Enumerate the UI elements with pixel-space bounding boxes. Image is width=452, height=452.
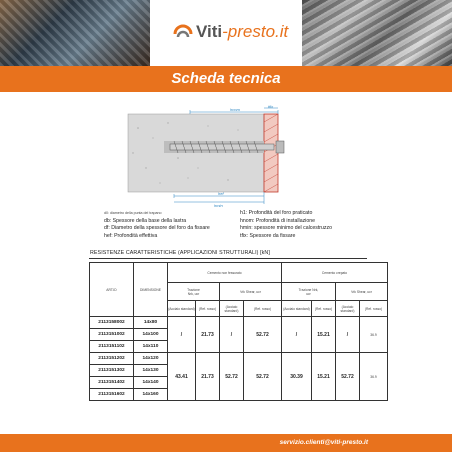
hmin-label: hmin [214,203,223,208]
value-cell: 52.72 [220,353,244,401]
value-cell: 43.41 [168,353,196,401]
logo-mark-icon [172,22,194,44]
title-banner [0,66,452,92]
legend-item: hef: Profondità effettiva [104,232,158,239]
footer-email-link[interactable]: servizio.clienti@viti-presto.it [279,439,368,446]
resistance-table [89,262,388,401]
value-cell: 36.9 [360,317,388,353]
subheader: (Acciaio standard) [282,301,312,317]
article-code: 2113151202 [90,353,134,365]
subheader: (Ref. rosso) [196,301,220,317]
tfix-label: tfix [268,104,274,109]
value-cell: 52.72 [244,353,282,401]
installation-diagram [118,104,288,208]
value-cell: 36.9 [360,353,388,401]
tools-photo [0,0,150,66]
article-code: 2113158002 [90,317,134,329]
logo [150,0,302,66]
header [0,0,452,66]
value-cell: / [220,317,244,353]
subheader: (Acciaio standard) [168,301,196,317]
article-code: 2113151302 [90,365,134,377]
hnom-label: hnom [230,107,241,112]
article-code: 2113151602 [90,389,134,401]
value-cell: 21.73 [196,353,220,401]
dimension: 14x160 [134,389,168,401]
table-row [90,317,388,329]
dimension: 14x100 [134,329,168,341]
legend-item: df: Diametro della spessore del foro da fissare [104,225,210,232]
page-title: Scheda tecnica [171,70,281,87]
legend-item: db: Spessore della base della lastra [104,217,187,224]
article-code: 2113151002 [90,329,134,341]
header-tension-cracked: Trazione Nrk, ucr [282,283,336,301]
value-cell: 15.21 [312,317,336,353]
value-cell: 52.72 [244,317,282,353]
article-code: 2113151102 [90,341,134,353]
table-row [90,353,388,365]
subheader: (Acciaio standard) [336,301,360,317]
value-cell: 52.72 [336,353,360,401]
dimension: 14x110 [134,341,168,353]
legend-item: d0: diametro della punta del trapano [104,211,162,215]
header-dimension: DIMENSIONE [134,263,168,317]
article-code: 2113151402 [90,377,134,389]
value-cell: / [168,317,196,353]
header-code: ART.ID [90,263,134,317]
logo-text: Viti-presto.it [196,22,289,41]
section-divider [89,258,367,259]
value-cell: 30.39 [282,353,312,401]
value-cell: 15.21 [312,353,336,401]
header-shear-uncracked: Vrk Shear, ucr [220,283,282,301]
dimension: 14x130 [134,365,168,377]
legend-left [104,210,234,240]
header-tension-uncracked: Trazione Nrk, ucr [168,283,220,301]
subheader: (Ref. rosso) [244,301,282,317]
subheader: (Acciaio standard) [220,301,244,317]
screws-photo [302,0,452,66]
value-cell: 21.73 [196,317,220,353]
legend-right [240,210,375,240]
subheader: (Ref. rosso) [312,301,336,317]
value-cell: / [336,317,360,353]
dimension: 14x140 [134,377,168,389]
footer [0,434,452,452]
header-shear-cracked: Vrk Shear, ucr [336,283,388,301]
subheader: (Ref. rosso) [360,301,388,317]
legend-item: h1: Profondità del foro praticato [240,210,313,216]
legend-item: hnom: Profondità di installazione [240,217,315,224]
dimension: 14x80 [134,317,168,329]
legend-item: hmin: spessore minimo del calcestruzzo [240,225,332,232]
dimension: 14x120 [134,353,168,365]
header-cracked: Cemento crepato [282,263,388,283]
legend-item: tfix: Spessore da fissare [240,232,296,239]
value-cell: / [282,317,312,353]
hef-label: hef [218,191,224,196]
header-uncracked: Cemento non fessurato [168,263,282,283]
section-title: RESISTENZE CARATTERISTICHE (APPLICAZIONI STRUTTURALI) [kN] [90,250,270,256]
